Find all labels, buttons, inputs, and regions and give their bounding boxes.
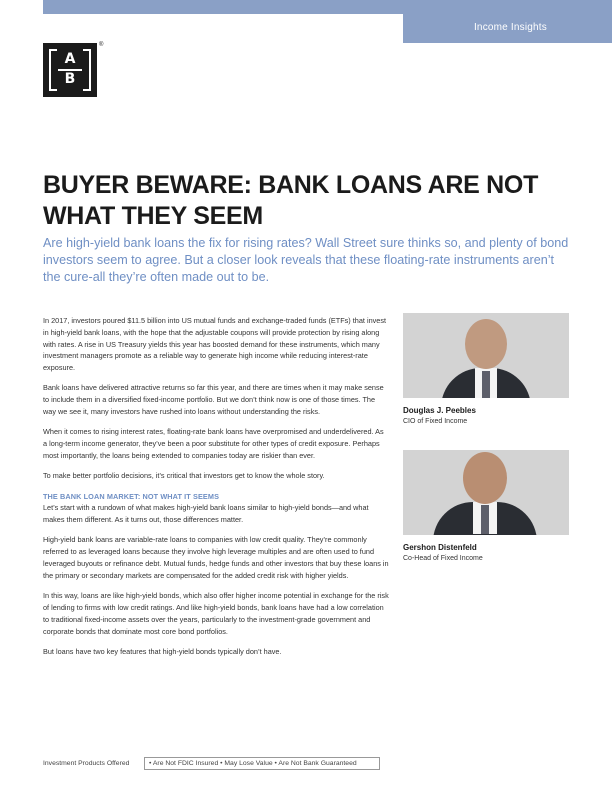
body-paragraph: When it comes to rising interest rates, floating-rate bank loans have overpromised and underdelivered. As a long-term income generator, they’ve been a poor substitute for other types of credit exposure. Perhaps most importantly, the loans being extended to companies today are riskier than ever. — [43, 427, 384, 460]
ab-logo — [43, 43, 97, 97]
logo-letter-b: B — [64, 71, 76, 87]
body-paragraph: But loans have two key features that high-yield bonds typically don’t have. — [43, 646, 282, 656]
body-paragraph: To make better portfolio decisions, it’s critical that investors get to know the whole story. — [43, 471, 325, 481]
author-role: CIO of Fixed Income — [403, 418, 468, 425]
article-subtitle: Are high-yield bank loans the fix for rising rates? Wall Street sure thinks so, and plenty of bond investors seem to agree. But a closer look reveals that these floating-rate instruments aren’t the cure-all they’re often made out to be. — [43, 236, 569, 284]
header-bar — [43, 0, 612, 14]
logo-letter-a: A — [64, 51, 76, 67]
registered-mark: ® — [99, 42, 104, 48]
footer-disclaimer: • Are Not FDIC Insured • May Lose Value • Are Not Bank Guaranteed — [144, 757, 380, 770]
author-name: Douglas J. Peebles — [403, 406, 476, 415]
article-body — [43, 315, 389, 666]
body-paragraph: High-yield bank loans are variable-rate loans to companies with low credit quality. They’re commonly referred to as leveraged loans because they involve high leverage multiples and are often used to fund leveraged buyouts or refinance debt. Mutual funds, hedge funds and other investors that buy these loans in the primary or secondary markets are compensated for the added credit risk with higher yields. — [43, 535, 389, 580]
tab-label: Income Insights — [473, 22, 547, 33]
article-title: BUYER BEWARE: BANK LOANS ARE NOT WHAT THEY SEEM — [43, 171, 539, 230]
body-paragraph: Let’s start with a rundown of what makes high-yield bank loans similar to high-yield bonds—and what makes them different. As it turns out, those differences matter. — [43, 503, 369, 525]
author-photo-distenfeld — [403, 450, 569, 535]
body-paragraph: Bank loans have delivered attractive returns so far this year, and there are times when it may make sense to include them in a diversified fixed-income portfolio. But we don’t think now is one of those times. The way we see it, many investors have rushed into loans without understanding the risks. — [43, 383, 384, 417]
section-heading: THE BANK LOAN MARKET: NOT WHAT IT SEEMS — [43, 491, 220, 501]
header-tab — [403, 14, 612, 43]
author-role: Co-Head of Fixed Income — [403, 555, 483, 562]
author-photo-peebles — [403, 313, 569, 398]
author-name: Gershon Distenfeld — [403, 543, 477, 552]
body-paragraph: In this way, loans are like high-yield bonds, which also offer higher income potential in exchange for the risk of lending to firms with low credit ratings. And like high-yield bonds, bank loans have had a low correlation to traditional fixed-income assets over the years, particularly to the investment-grade government and corporate bonds that dominate most core bond portfolios. — [43, 591, 389, 636]
body-paragraph: In 2017, investors poured $11.5 billion into US mutual funds and exchange-traded funds (ETFs) that invest in high-yield bank loans, with the hope that the adjustable coupons will provide protection by rising along with rates. A rise in US Treasury yields this year has boosted demand for these instruments, which many investment managers promote as a reliable way to generate high income while reducing interest-rate exposure. — [43, 316, 387, 373]
footer-label: Investment Products Offered — [43, 760, 130, 767]
